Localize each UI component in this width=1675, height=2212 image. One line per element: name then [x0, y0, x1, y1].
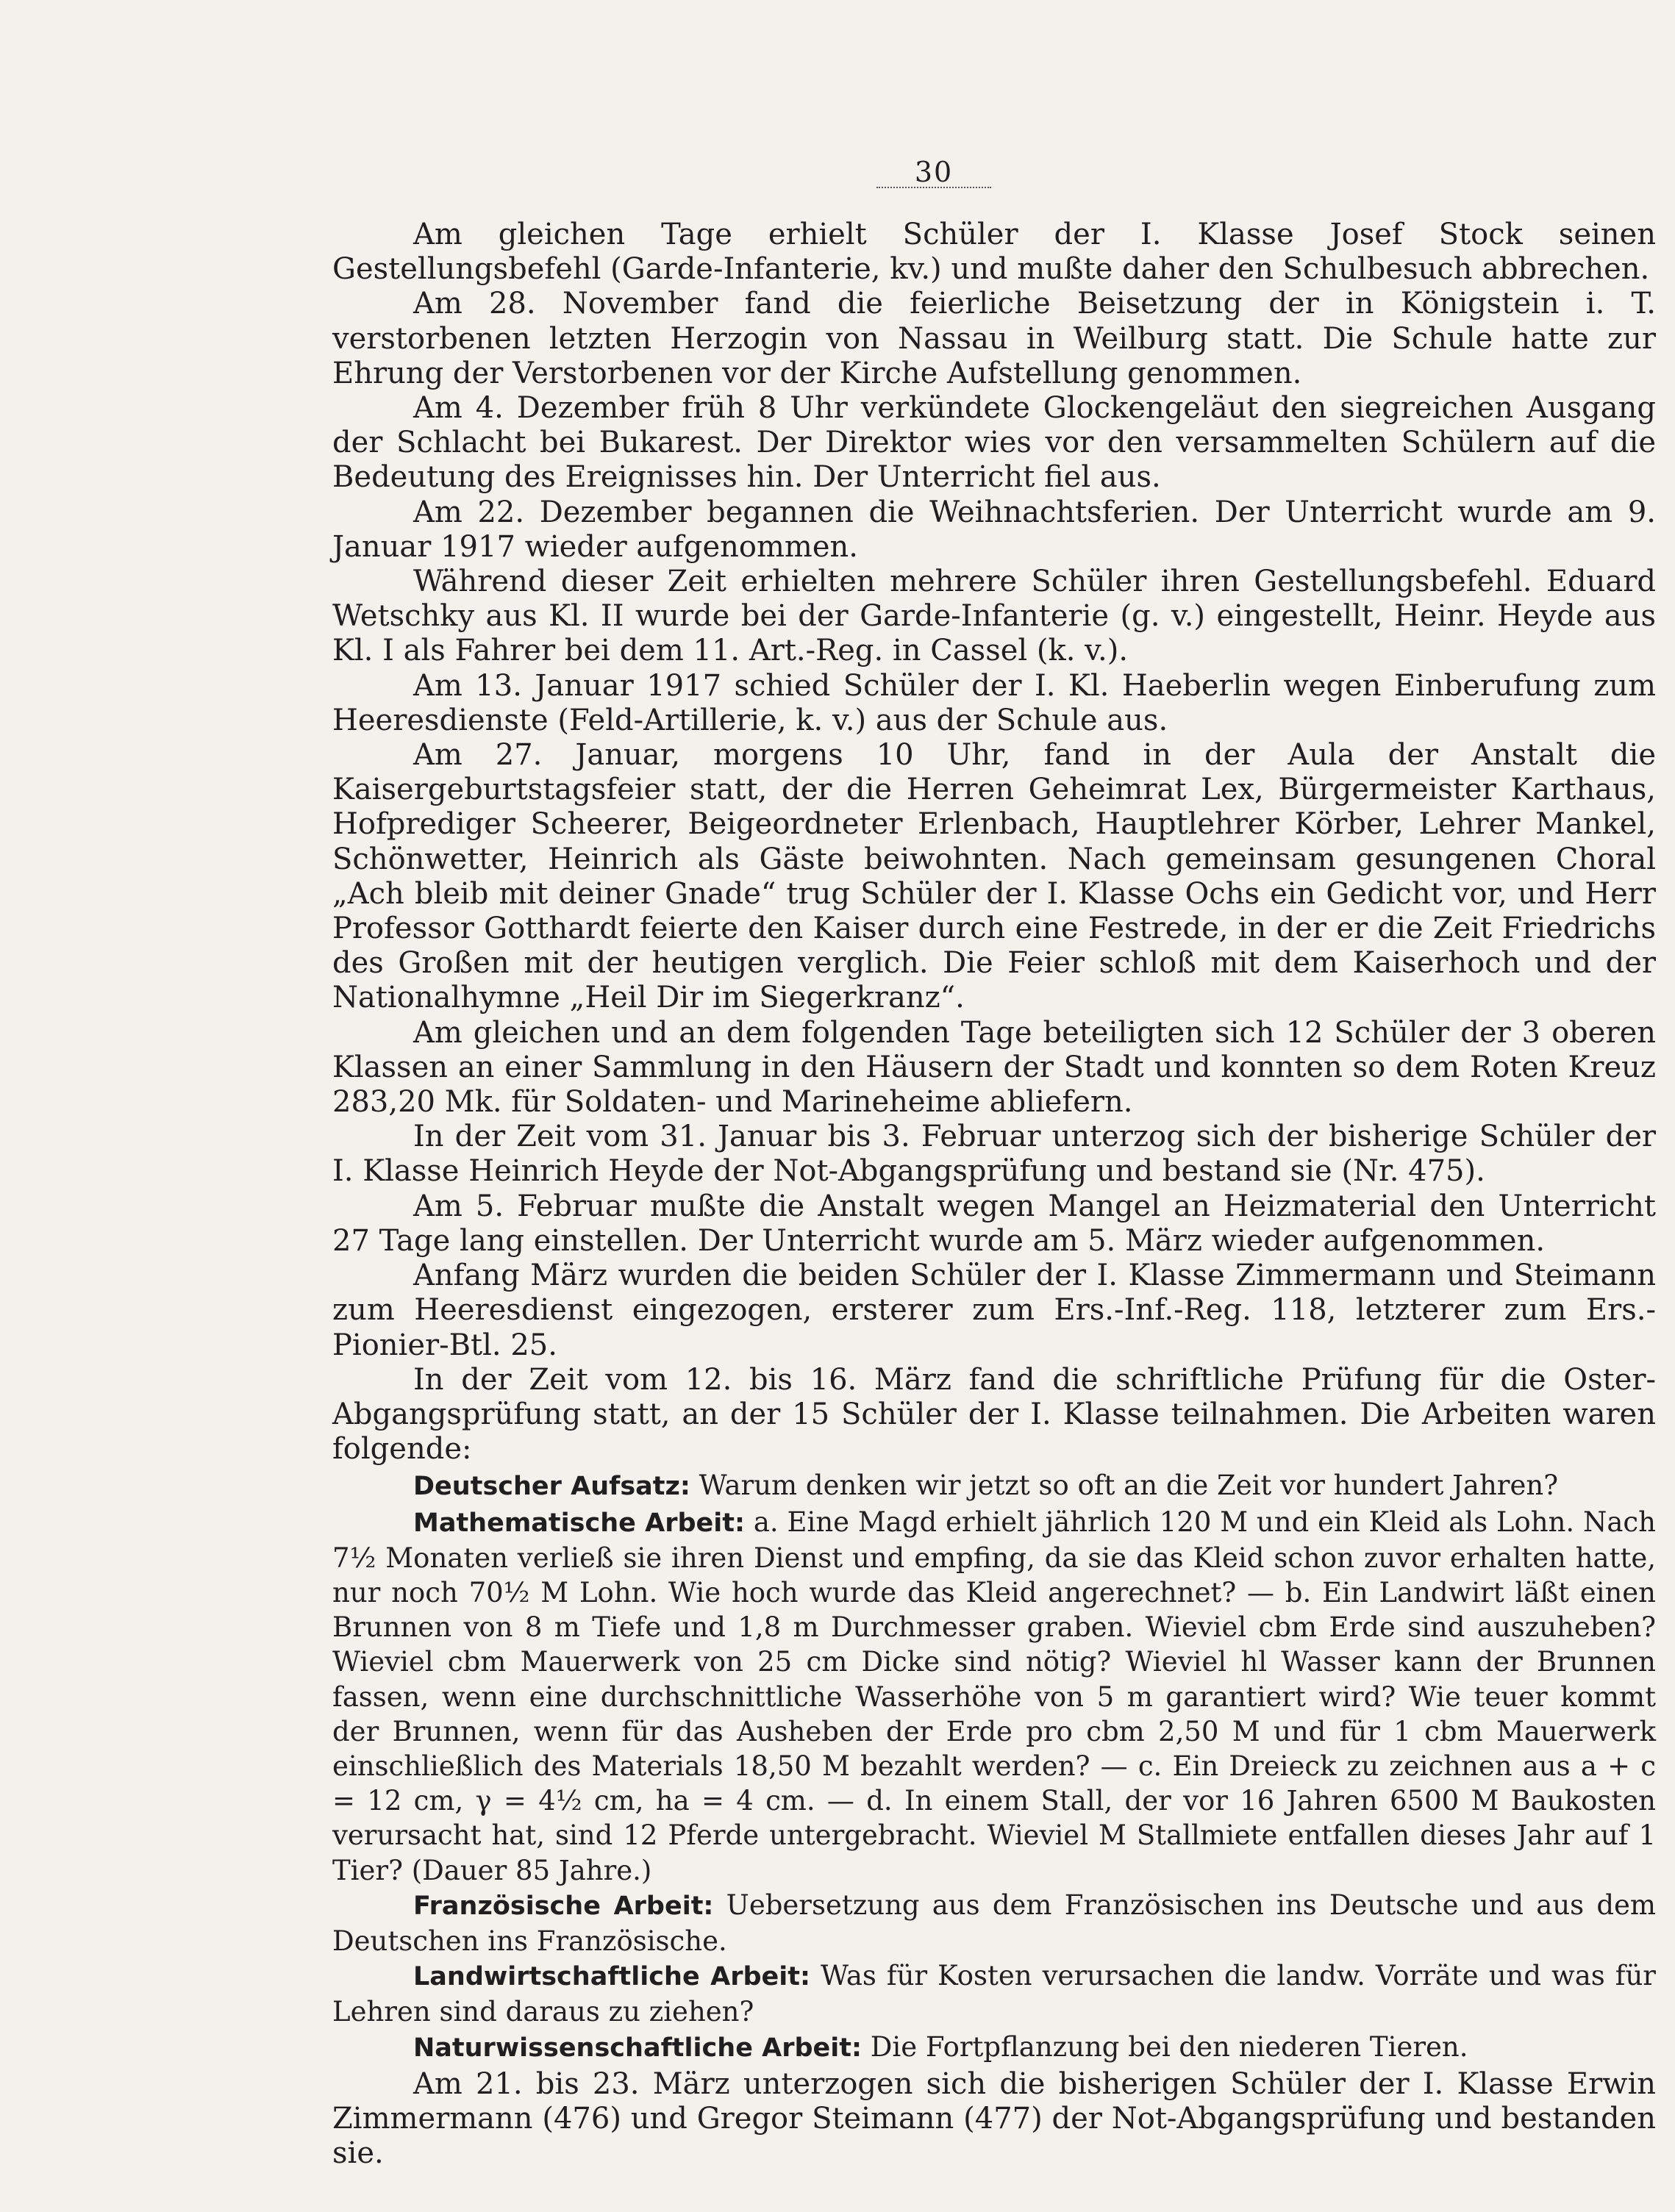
exam-item: [332, 1888, 1656, 1958]
exam-item: [332, 2030, 1656, 2066]
exam-item-label: Landwirtschaftliche Arbeit:: [413, 1962, 810, 1992]
paragraph: Am gleichen Tage erhielt Schüler der I. Klasse Josef Stock seinen Gestellungsbefehl (Garde-Infanterie, kv.) und mußte daher den Schulbesuch abbrechen.: [332, 218, 1656, 287]
paragraph: Am 5. Februar mußte die Anstalt wegen Mangel an Heizmaterial den Unterricht 27 Tage lang einstellen. Der Unterricht wurde am 5. März wieder aufgenommen.: [332, 1189, 1656, 1258]
paragraph: In der Zeit vom 12. bis 16. März fand die schriftliche Prüfung für die Oster-Abgangsprüfung statt, an der 15 Schüler der I. Klasse teilnahmen. Die Arbeiten waren folgende:: [332, 1362, 1656, 1467]
exam-item-text: Uebersetzung aus dem Französischen ins Deutsche und aus dem Deutschen ins Französische.: [332, 1889, 1657, 1957]
exam-item: [332, 1505, 1656, 1888]
paragraph: In der Zeit vom 31. Januar bis 3. Februar unterzog sich der bisherige Schüler der I. Klasse Heinrich Heyde der Not-Abgangsprüfung und bestand sie (Nr. 475).: [332, 1120, 1656, 1189]
paragraph: Am 27. Januar, morgens 10 Uhr, fand in der Aula der Anstalt die Kaisergeburtstagsfeier statt, der die Herren Geheimrat Lex, Bürgermeister Karthaus, Hofprediger Scheerer, Beigeordneter Erlenbach, Hauptlehrer Körber, Lehrer Mankel, Schönwetter, Heinrich als Gäste beiwohnten. Nach gemeinsam gesungenen Choral „Ach bleib mit deiner Gnade“ trug Schüler der I. Klasse Ochs ein Gedicht vor, und Herr Professor Gotthardt feierte den Kaiser durch eine Festrede, in der er die Zeit Friedrichs des Großen mit der heutigen verglich. Die Feier schloß mit dem Kaiserhoch und der Nationalhymne „Heil Dir im Siegerkranz“.: [332, 738, 1656, 1015]
exam-item-text: a. Eine Magd erhielt jährlich 120 M und ein Kleid als Lohn. Nach 7½ Monaten verließ sie ihren Dienst und empfing, da sie das Kleid schon zuvor erhalten hatte, nur noch 70½ M Lohn. Wie hoch wurde das Kleid angerechnet? — b. Ein Landwirt läßt einen Brunnen von 8 m Tiefe und 1,8 m Durchmesser graben. Wieviel cbm Erde sind auszuheben? Wieviel cbm Mauerwerk von 25 cm Dicke sind nötig? Wieviel hl Wasser kann der Brunnen fassen, wenn eine durchschnittliche Wasserhöhe von 5 m garantiert wird? Wie teuer kommt der Brunnen, wenn für das Ausheben der Erde pro cbm 2,50 M und für 1 cbm Mauerwerk einschließlich des Materials 18,50 M bezahlt werden? — c. Ein Dreieck zu zeichnen aus a + c = 12 cm, γ = 4½ cm, ha = 4 cm. — d. In einem Stall, der vor 16 Jahren 6500 M Baukosten verursacht hat, sind 12 Pferde untergebracht. Wieviel M Stallmiete entfallen dieses Jahr auf 1 Tier? (Dauer 85 Jahre.): [332, 1506, 1656, 1886]
exam-item-text: Was für Kosten verursachen die landw. Vorräte und was für Lehren sind daraus zu ziehen?: [332, 1960, 1656, 2028]
paragraph: Am 28. November fand die feierliche Beisetzung der in Königstein i. T. verstorbenen letzten Herzogin von Nassau in Weilburg statt. Die Schule hatte zur Ehrung der Verstorbenen vor der Kirche Aufstellung genommen.: [332, 287, 1656, 390]
exam-topics-list: [332, 1468, 1656, 2065]
exam-item-text: Die Fortpflanzung bei den niederen Tieren.: [870, 2030, 1468, 2063]
paragraph: Anfang März wurden die beiden Schüler der I. Klasse Zimmermann und Steimann zum Heeresdienst eingezogen, ersterer zum Ers.-Inf.-Reg. 118, letzterer zum Ers.-Pionier-Btl. 25.: [332, 1259, 1656, 1362]
paragraph: Während dieser Zeit erhielten mehrere Schüler ihren Gestellungsbefehl. Eduard Wetschky aus Kl. II wurde bei der Garde-Infanterie (g. v.) eingestellt, Heinr. Heyde aus Kl. I als Fahrer bei dem 11. Art.-Reg. in Cassel (k. v.).: [332, 565, 1656, 668]
exam-item-label: Französische Arbeit:: [413, 1891, 714, 1921]
exam-item-label: Mathematische Arbeit:: [413, 1508, 745, 1538]
exam-item-label: Deutscher Aufsatz:: [413, 1472, 690, 1502]
header-ornament-rule: [876, 187, 991, 188]
paragraph: Am 22. Dezember begannen die Weihnachtsferien. Der Unterricht wurde am 9. Januar 1917 wieder aufgenommen.: [332, 495, 1656, 564]
exam-item: [332, 1468, 1656, 1504]
exam-item-text: Warum denken wir jetzt so oft an die Zeit vor hundert Jahren?: [699, 1470, 1559, 1502]
exam-item: [332, 1958, 1656, 2029]
paragraph: Am gleichen und an dem folgenden Tage beteiligten sich 12 Schüler der 3 oberen Klassen an einer Sammlung in den Häusern der Stadt und konnten so dem Roten Kreuz 283,20 Mk. für Soldaten- und Marineheime abliefern.: [332, 1015, 1656, 1120]
exam-item-label: Naturwissenschaftliche Arbeit:: [413, 2033, 862, 2063]
closing-paragraph: Am 21. bis 23. März unterzogen sich die bisherigen Schüler der I. Klasse Erwin Zimmermann (476) und Gregor Steimann (477) der Not-Abgangsprüfung und bestanden sie.: [332, 2066, 1656, 2171]
page-body: [332, 218, 1656, 2171]
page-number: 30: [914, 156, 954, 188]
paragraph: Am 13. Januar 1917 schied Schüler der I. Kl. Haeberlin wegen Einberufung zum Heeresdienste (Feld-Artillerie, k. v.) aus der Schule aus.: [332, 668, 1656, 737]
paragraph: Am 4. Dezember früh 8 Uhr verkündete Glockengeläut den siegreichen Ausgang der Schlacht bei Bukarest. Der Direktor wies vor den versammelten Schülern auf die Bedeutung des Ereignisses hin. Der Unterricht fiel aus.: [332, 391, 1656, 495]
